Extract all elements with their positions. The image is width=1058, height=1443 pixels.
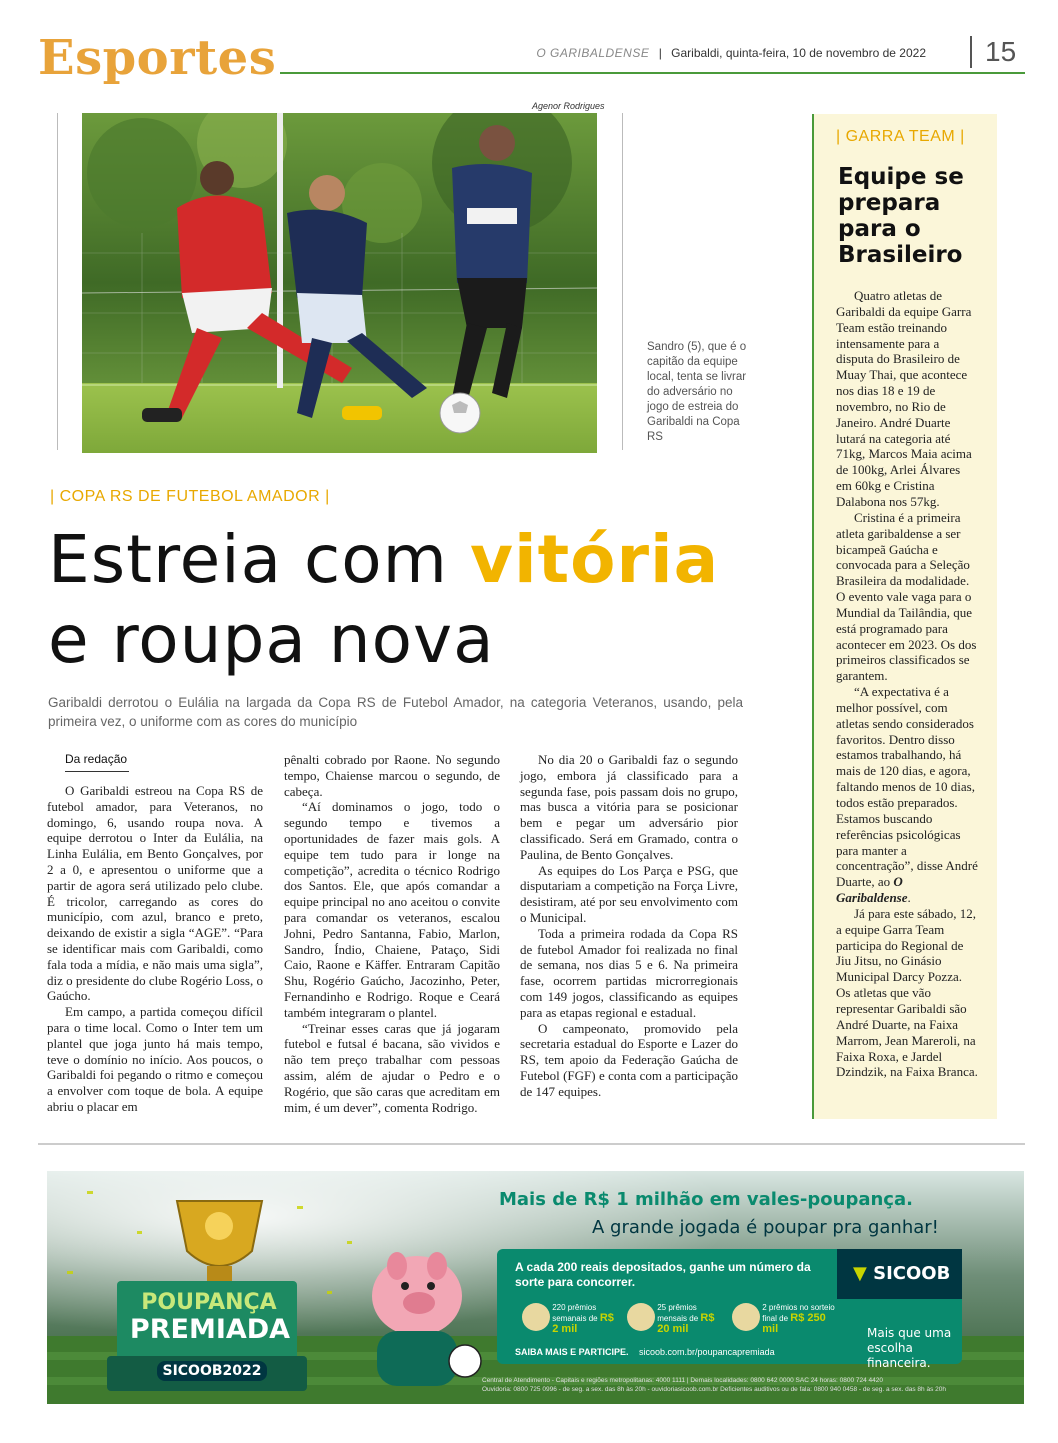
quote-source: O Garibaldense — [836, 874, 908, 906]
page-number-divider — [970, 36, 972, 68]
article-column-1 — [47, 783, 263, 1115]
ad-prize-label: 2 prêmios no sorteio final de — [762, 1303, 835, 1323]
paragraph: “A expectativa é a melhor possível, com atletas sendo considerados favoritos. Dentro disso estamos trabalhando, há mais de 120 dias, e agora, faltando menos de 10 dias, todos estão preparados. Estamos buscando referências psicológicas para manter a concentração”, disse André Duarte, ao O Garibaldense. — [836, 684, 978, 906]
ad-fine-print-2: Ouvidoria: 0800 725 0996 - de seg. a sex. das 8h às 20h - ouvidoriasicoob.com.br Deficientes auditivos ou de fala: 0800 940 0458 - de seg. a sex. das 8h às 20h — [482, 1386, 946, 1393]
ad-headline-2: A grande jogada é poupar pra ganhar! — [592, 1217, 939, 1238]
ad-product-line3: SICOOB2022 — [157, 1361, 267, 1381]
ad-prize-label: 25 prêmios mensais de — [657, 1303, 699, 1323]
page-number: 15 — [985, 36, 1017, 67]
article-kicker: | COPA RS DE FUTEBOL AMADOR | — [50, 488, 330, 505]
prize-coin-icon — [522, 1303, 550, 1331]
footer-rule — [38, 1143, 1025, 1145]
paragraph: Já para este sábado, 12, a equipe Garra Team participa do Regional de Jiu Jitsu, no Ginásio Municipal Darcy Pozza. Os atletas que vão representar Garibaldi são André Duarte, na Faixa Marrom, Jean Mareroli, na Faixa Roxa, e Jardel Dzindzik, na Faixa Branca. — [836, 905, 978, 1080]
header-rule — [280, 72, 1025, 74]
sicoob-advertisement[interactable] — [47, 1171, 1024, 1404]
article-column-3 — [520, 752, 738, 1100]
sidebar-kicker: | GARRA TEAM | — [836, 128, 965, 145]
ad-fine-print — [482, 1376, 1022, 1394]
headline-part2: e roupa nova — [48, 601, 495, 678]
photo-caption: Sandro (5), que é o capitão da equipe local, tenta se livrar do adversário no jogo de estreia do Garibaldi na Copa RS — [647, 341, 747, 443]
ad-prize-2 — [627, 1303, 727, 1335]
ad-prize-3 — [732, 1303, 842, 1335]
ad-cta-line — [515, 1347, 775, 1357]
ad-headline-1: Mais de R$ 1 milhão em vales-poupança. — [499, 1189, 913, 1210]
headline-highlight: vitória — [469, 521, 720, 598]
header-separator: | — [658, 46, 662, 60]
ad-prize-amount: R$ 20 mil — [657, 1312, 715, 1335]
ad-prize-1 — [522, 1303, 622, 1335]
section-title: Esportes — [38, 30, 277, 86]
paragraph: O Garibaldi estreou na Copa RS de futebol amador, para Veteranos, no domingo, 6, usando roupa nova. A equipe derrotou o Inter da Eulália, na Linha Eulália, em Bento Gonçalves, por 2 a 0, e apresentou o uniforme que a partir de agora será utilizado pelo clube. É tricolor, carregando as cores do município, com azul, branco e preto, deixando de existir a sigla “AGE”. “Para se identificar mais com Garibaldi, como fala toda a mídia, e não mais uma sigla”, diz o presidente do clube Rogério Loss, o Gaúcho. — [47, 783, 263, 1004]
headline-part1: Estreia com — [48, 521, 470, 598]
sidebar-accent-line — [812, 114, 814, 1119]
dateline: Garibaldi, quinta-feira, 10 de novembro de 2022 — [671, 46, 926, 60]
publication-name: O GARIBALDENSE — [536, 46, 650, 60]
ad-fine-print-1: Central de Atendimento - Capitais e regiões metropolitanas: 4000 1111 | Demais localidades: 0800 642 0000 SAC 24 horas: 0800 724 4420 — [482, 1377, 883, 1384]
paragraph: pênalti cobrado por Raone. No segundo tempo, Chaiense marcou o segundo, de cabeça. — [284, 752, 500, 799]
article-column-2 — [284, 752, 500, 1115]
paragraph: As equipes do Los Parça e PSG, que disputariam a competição na Força Livre, desistiram, até por seu envolvimento com o Municipal. — [520, 862, 738, 925]
photo-crop-mark-right — [622, 113, 623, 450]
photo-credit: Agenor Rodrigues — [532, 101, 605, 111]
article-deck: Garibaldi derrotou o Eulália na largada da Copa RS de Futebol Amador, na categoria Veteranos, usando, pela primeira vez, o uniforme com as cores do município — [48, 695, 743, 729]
ad-prize-label: 220 prêmios semanais de — [552, 1303, 598, 1323]
ad-prize-amount: R$ 250 mil — [762, 1312, 826, 1335]
paragraph: “Treinar esses caras que já jogaram futebol e futsal é bacana, são vividos e não tem preço trabalhar com pessoas assim, além de ajudar o Pedro e o Rogério, que são caras que acreditam em mim, é um dever”, comenta Rodrigo. — [284, 1020, 500, 1115]
paragraph: O campeonato, promovido pela secretaria estadual do Esporte e Lazer do RS, tem apoio da Federação Gaúcha de Futebol (FGF) e conta com a participação de 147 equipes. — [520, 1020, 738, 1099]
ad-prize-amount: R$ 2 mil — [552, 1312, 614, 1335]
paragraph: Quatro atletas de Garibaldi da equipe Garra Team estão treinando intensamente para a disputa do Brasileiro de Muay Thai, que acontece nos dias 18 e 19 de novembro, no Rio de Janeiro. André Duarte lutará na categoria até 71kg, Marcos Maia acima de 100kg, Arlei Álvares em 60kg e Cristina Dalabona nos 57kg. — [836, 288, 972, 509]
match-photo — [82, 113, 597, 453]
ad-brand-logo — [853, 1263, 950, 1284]
paragraph: Toda a primeira rodada da Copa RS de futebol Amador foi realizada no final de semana, nos dias 5 e 6. Na primeira fase, ocorrem partidas microrregionais com 149 jogos, classificando as equipes para as etapas regional e estadual. — [520, 925, 738, 1020]
article-headline — [48, 520, 748, 680]
sidebar-body — [836, 288, 979, 1080]
header-dateline-block — [536, 46, 926, 60]
ad-offer: A cada 200 reais depositados, ganhe um número da sorte para concorrer. — [515, 1260, 811, 1289]
ad-url-link[interactable]: sicoob.com.br/poupancapremiada — [639, 1347, 775, 1357]
sidebar-title: Equipe se prepara para o Brasileiro — [838, 164, 964, 268]
paragraph: No dia 20 o Garibaldi faz o segundo jogo, embora já classificado para a segunda fase, pois passam dois no grupo, mas busca a vitória para se posicionar bem e pegar um adversário pior classificado. Será em Gramado, contra o Paulina, de Bento Gonçalves. — [520, 752, 738, 862]
ad-brand: SICOOB — [873, 1263, 951, 1284]
prize-coin-icon — [627, 1303, 655, 1331]
ad-tagline: Mais que uma escolha financeira. — [867, 1326, 952, 1370]
paragraph: Em campo, a partida começou difícil para o time local. Como o Inter tem um plantel que joga junto há mais tempo, teve o domínio no início. Aos poucos, o Garibaldi foi pegando o ritmo e começou a envolver com toque de bola. A equipe abriu o placar em — [47, 1004, 263, 1114]
article-byline: Da redação — [65, 752, 129, 772]
sicoob-logo-icon: ▼ — [853, 1263, 867, 1284]
quote-text: “A expectativa é a melhor possível, com atletas sendo considerados favoritos. Dentro disso estamos trabalhando, há mais de 120 dias, e agora, faltando menos de 10 dias, todos estão preparados. Estamos buscando referências psicológicas para manter a concentração”, disse André Duarte, ao — [836, 684, 978, 890]
prize-coin-icon — [732, 1303, 760, 1331]
ad-soccer-ball — [449, 1345, 481, 1377]
ad-product-line2: PREMIADA — [129, 1314, 291, 1345]
ad-product-line1: POUPANÇA — [141, 1290, 277, 1315]
photo-crop-mark-left — [57, 113, 58, 450]
paragraph: “Aí dominamos o jogo, todo o segundo tempo e tivemos a oportunidades de fazer mais gols. A equipe tem tudo para ir longe na competição”, acredita o técnico Rodrigo dos Santos. Ele, que após comandar a equipe principal no ano aceitou o convite para comandar os veteranos, escalou Johni, Pedro Santanna, Fabio, Marlon, Sandro, Índio, Chaiene, Pataço, Sidi Caio, Raone e Käffer. Entraram Capitão Shu, Rogério Gaúcho, Jacozinho, Peter, Fernandinho e Rodrigo. Roque e Ceará também integraram o plantel. — [284, 799, 500, 1020]
paragraph: Cristina é a primeira atleta garibaldense a ser bicampeã Gaúcha e convocada para a Seleção Brasileira da modalidade. O evento vale vaga para o Mundial da Tailândia, que está programado para acontecer em 2023. Os dos primeiros classificados se garantem. — [836, 509, 977, 684]
match-photo-illustration — [82, 113, 597, 453]
ad-cta: SAIBA MAIS E PARTICIPE. — [515, 1347, 629, 1357]
